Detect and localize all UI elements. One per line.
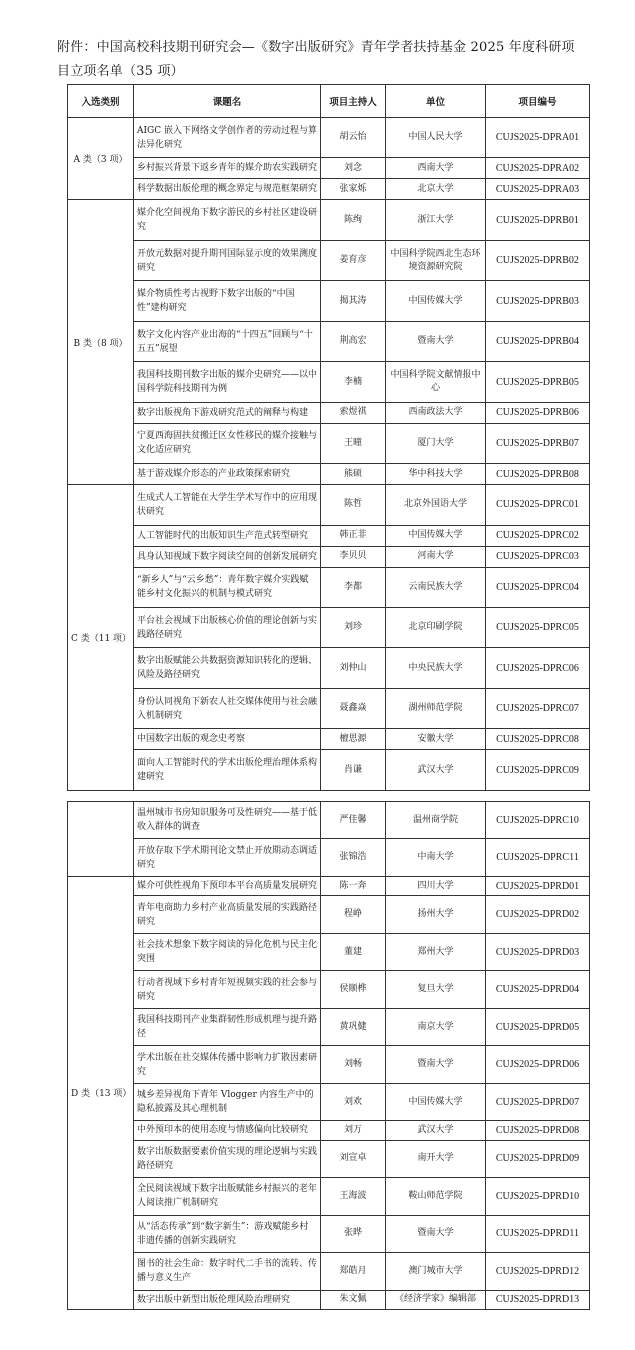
topic-cell: 媒介化空间视角下数字游民的乡村社区建设研究 — [134, 200, 321, 240]
leader-cell: 郑皓月 — [321, 1253, 386, 1290]
code-cell: CUJS2025-DPRD11 — [486, 1215, 590, 1252]
unit-cell: 华中科技大学 — [386, 464, 486, 485]
topic-cell: 学术出版在社交媒体传播中影响力扩散因素研究 — [134, 1046, 321, 1083]
category-c-continued — [68, 802, 134, 877]
topic-cell: 宁夏西海固扶贫搬迁区女性移民的媒介接触与文化适应研究 — [134, 423, 321, 463]
unit-cell: 鞍山师范学院 — [386, 1178, 486, 1215]
leader-cell: 黄巩健 — [321, 1008, 386, 1045]
table-row — [68, 729, 590, 750]
topic-cell: 数字出版中新型出版伦理风险治理研究 — [134, 1290, 321, 1309]
leader-cell: 刘欢 — [321, 1083, 386, 1120]
unit-cell: 安徽大学 — [386, 729, 486, 750]
category-b: B 类（8 项） — [68, 200, 134, 485]
code-cell: CUJS2025-DPRC03 — [486, 546, 590, 567]
table-row — [68, 1253, 590, 1290]
table-row — [68, 1046, 590, 1083]
unit-cell: 温州商学院 — [386, 802, 486, 839]
leader-cell: 熊硕 — [321, 464, 386, 485]
leader-cell: 刘宣卓 — [321, 1140, 386, 1177]
category-a: A 类（3 项） — [68, 118, 134, 200]
code-cell: CUJS2025-DPRB02 — [486, 240, 590, 280]
table-row — [68, 896, 590, 933]
topic-cell: 媒介物质性考古视野下数字出版的“中国性”建构研究 — [134, 281, 321, 321]
leader-cell: 李都 — [321, 567, 386, 607]
code-cell: CUJS2025-DPRB01 — [486, 200, 590, 240]
topic-cell: 中外预印本的使用态度与情感偏向比较研究 — [134, 1121, 321, 1140]
code-cell: CUJS2025-DPRD02 — [486, 896, 590, 933]
unit-cell: 厦门大学 — [386, 423, 486, 463]
topic-cell: 数字出版赋能公共数据资源知识转化的逻辑、风险及路径研究 — [134, 648, 321, 688]
code-cell: CUJS2025-DPRD08 — [486, 1121, 590, 1140]
topic-cell: 数字文化内容产业出海的“十四五”回顾与“十五五”展望 — [134, 321, 321, 361]
leader-cell: 董建 — [321, 933, 386, 970]
code-cell: CUJS2025-DPRC01 — [486, 485, 590, 525]
unit-cell: 南京大学 — [386, 1008, 486, 1045]
leader-cell: 刘畅 — [321, 1046, 386, 1083]
code-cell: CUJS2025-DPRC09 — [486, 750, 590, 791]
unit-cell: 武汉大学 — [386, 750, 486, 791]
leader-cell: 陈绚 — [321, 200, 386, 240]
code-cell: CUJS2025-DPRD13 — [486, 1290, 590, 1309]
table-row — [68, 1008, 590, 1045]
topic-cell: 媒介可供性视角下预印本平台高质量发展研究 — [134, 876, 321, 895]
topic-cell: 开放存取下学术期刊论文禁止开放期动态调适研究 — [134, 839, 321, 876]
topic-cell: 数字出版视角下游戏研究范式的阐释与构建 — [134, 402, 321, 423]
topic-cell: 平台社会视域下出版核心价值的理论创新与实践路径研究 — [134, 607, 321, 647]
table-row — [68, 1121, 590, 1140]
table-row — [68, 971, 590, 1008]
code-cell: CUJS2025-DPRC10 — [486, 802, 590, 839]
unit-cell: 中国传媒大学 — [386, 1083, 486, 1120]
leader-cell: 严佳馨 — [321, 802, 386, 839]
table-row — [68, 1215, 590, 1252]
leader-cell: 张家烁 — [321, 179, 386, 200]
table-row — [68, 362, 590, 402]
table-row — [68, 567, 590, 607]
header-unit: 单位 — [386, 85, 486, 118]
table-row — [68, 158, 590, 179]
leader-cell: 韩正非 — [321, 525, 386, 546]
code-cell: CUJS2025-DPRD06 — [486, 1046, 590, 1083]
topic-cell: 从“活态传承”到“数字新生”：游戏赋能乡村非遗传播的创新实践研究 — [134, 1215, 321, 1252]
leader-cell: 张晔 — [321, 1215, 386, 1252]
topic-cell: 数字出版数据要素价值实现的理论逻辑与实践路径研究 — [134, 1140, 321, 1177]
unit-cell: 暨南大学 — [386, 1215, 486, 1252]
leader-cell: 陈一奔 — [321, 876, 386, 895]
topic-cell: 开放元数据对提升期刊国际显示度的效果测度研究 — [134, 240, 321, 280]
unit-cell: 暨南大学 — [386, 321, 486, 361]
unit-cell: 北京印刷学院 — [386, 607, 486, 647]
unit-cell: 云南民族大学 — [386, 567, 486, 607]
header-topic: 课题名 — [134, 85, 321, 118]
unit-cell: 湖州师范学院 — [386, 688, 486, 728]
table-row — [68, 876, 590, 895]
table-row — [68, 688, 590, 728]
table-row — [68, 648, 590, 688]
topic-cell: 行动者视域下乡村青年短视频实践的社会参与研究 — [134, 971, 321, 1008]
leader-cell: 胡云怡 — [321, 118, 386, 158]
unit-cell: 中国传媒大学 — [386, 281, 486, 321]
table-row — [68, 1140, 590, 1177]
code-cell: CUJS2025-DPRA03 — [486, 179, 590, 200]
code-cell: CUJS2025-DPRA02 — [486, 158, 590, 179]
code-cell: CUJS2025-DPRB06 — [486, 402, 590, 423]
table-row — [68, 464, 590, 485]
code-cell: CUJS2025-DPRD05 — [486, 1008, 590, 1045]
topic-cell: AIGC 嵌入下网络文学创作者的劳动过程与算法异化研究 — [134, 118, 321, 158]
leader-cell: 李楠 — [321, 362, 386, 402]
code-cell: CUJS2025-DPRD01 — [486, 876, 590, 895]
topic-cell: 生成式人工智能在大学生学术写作中的应用现状研究 — [134, 485, 321, 525]
leader-cell: 姜育彦 — [321, 240, 386, 280]
code-cell: CUJS2025-DPRD09 — [486, 1140, 590, 1177]
table-header-row — [68, 85, 590, 118]
leader-cell: 李贝贝 — [321, 546, 386, 567]
code-cell: CUJS2025-DPRD04 — [486, 971, 590, 1008]
topic-cell: 社会技术想象下数字阅读的异化危机与民主化突围 — [134, 933, 321, 970]
project-table-page-1 — [67, 84, 590, 791]
header-code: 项目编号 — [486, 85, 590, 118]
table-row — [68, 240, 590, 280]
category-c: C 类（11 项） — [68, 485, 134, 791]
code-cell: CUJS2025-DPRB08 — [486, 464, 590, 485]
leader-cell: 荆高宏 — [321, 321, 386, 361]
topic-cell: 我国科技期刊数字出版的媒介史研究——以中国科学院科技期刊为例 — [134, 362, 321, 402]
unit-cell: 西南大学 — [386, 158, 486, 179]
topic-cell: 青年电商助力乡村产业高质量发展的实践路径研究 — [134, 896, 321, 933]
topic-cell: 温州城市书房知识服务可及性研究——基于低收入群体的调查 — [134, 802, 321, 839]
table-row — [68, 1178, 590, 1215]
page-title: 附件：中国高校科技期刊研究会—《数字出版研究》青年学者扶持基金 2025 年度科研项目立项名单（35 项） — [57, 40, 575, 79]
unit-cell: 中国科学院西北生态环境资源研究院 — [386, 240, 486, 280]
leader-cell: 刘仲山 — [321, 648, 386, 688]
leader-cell: 张锦浩 — [321, 839, 386, 876]
code-cell: CUJS2025-DPRB05 — [486, 362, 590, 402]
unit-cell: 郑州大学 — [386, 933, 486, 970]
project-table-page-2 — [67, 801, 590, 1310]
table-row — [68, 802, 590, 839]
unit-cell: 南开大学 — [386, 1140, 486, 1177]
code-cell: CUJS2025-DPRC08 — [486, 729, 590, 750]
code-cell: CUJS2025-DPRC06 — [486, 648, 590, 688]
code-cell: CUJS2025-DPRD07 — [486, 1083, 590, 1120]
code-cell: CUJS2025-DPRC05 — [486, 607, 590, 647]
code-cell: CUJS2025-DPRB07 — [486, 423, 590, 463]
code-cell: CUJS2025-DPRA01 — [486, 118, 590, 158]
unit-cell: 西南政法大学 — [386, 402, 486, 423]
table-row — [68, 402, 590, 423]
leader-cell: 肖谦 — [321, 750, 386, 791]
topic-cell: 城乡差异视角下青年 Vlogger 内容生产中的隐私披露及其心理机制 — [134, 1083, 321, 1120]
table-row — [68, 118, 590, 158]
unit-cell: 北京大学 — [386, 179, 486, 200]
unit-cell: 浙江大学 — [386, 200, 486, 240]
topic-cell: 中国数字出版的观念史考察 — [134, 729, 321, 750]
code-cell: CUJS2025-DPRC04 — [486, 567, 590, 607]
topic-cell: 基于游戏媒介形态的产业政策探索研究 — [134, 464, 321, 485]
unit-cell: 武汉大学 — [386, 1121, 486, 1140]
leader-cell: 王曈 — [321, 423, 386, 463]
table-row — [68, 1083, 590, 1120]
table-row — [68, 546, 590, 567]
table-row — [68, 750, 590, 791]
leader-cell: 朱文佩 — [321, 1290, 386, 1309]
unit-cell: 复旦大学 — [386, 971, 486, 1008]
leader-cell: 刘珍 — [321, 607, 386, 647]
topic-cell: 全民阅读视域下数字出版赋能乡村振兴的老年人阅读推广机制研究 — [134, 1178, 321, 1215]
topic-cell: 我国科技期刊产业集群韧性形成机理与提升路径 — [134, 1008, 321, 1045]
leader-cell: 索煜祺 — [321, 402, 386, 423]
unit-cell: 中国科学院文献情报中心 — [386, 362, 486, 402]
table-row — [68, 607, 590, 647]
table-row — [68, 321, 590, 361]
code-cell: CUJS2025-DPRD10 — [486, 1178, 590, 1215]
unit-cell: 北京外国语大学 — [386, 485, 486, 525]
topic-cell: “新乡人”与“云乡愁”：青年数字媒介实践赋能乡村文化振兴的机制与模式研究 — [134, 567, 321, 607]
table-row — [68, 839, 590, 876]
code-cell: CUJS2025-DPRD12 — [486, 1253, 590, 1290]
code-cell: CUJS2025-DPRC11 — [486, 839, 590, 876]
unit-cell: 河南大学 — [386, 546, 486, 567]
table-row — [68, 1290, 590, 1309]
leader-cell: 聂鑫焱 — [321, 688, 386, 728]
leader-cell: 侯顺桦 — [321, 971, 386, 1008]
leader-cell: 揭其涛 — [321, 281, 386, 321]
topic-cell: 人工智能时代的出版知识生产范式转型研究 — [134, 525, 321, 546]
leader-cell: 陈哲 — [321, 485, 386, 525]
unit-cell: 暨南大学 — [386, 1046, 486, 1083]
table-row — [68, 423, 590, 463]
table-row — [68, 525, 590, 546]
code-cell: CUJS2025-DPRB04 — [486, 321, 590, 361]
unit-cell: 中国人民大学 — [386, 118, 486, 158]
topic-cell: 具身认知视域下数字阅读空间的创新发展研究 — [134, 546, 321, 567]
table-row — [68, 281, 590, 321]
leader-cell: 刘万 — [321, 1121, 386, 1140]
leader-cell: 程峥 — [321, 896, 386, 933]
leader-cell: 檀思源 — [321, 729, 386, 750]
topic-cell: 身份认同视角下新农人社交媒体使用与社会融入机制研究 — [134, 688, 321, 728]
header-leader: 项目主持人 — [321, 85, 386, 118]
topic-cell: 面向人工智能时代的学术出版伦理治理体系构建研究 — [134, 750, 321, 791]
category-d: D 类（13 项） — [68, 876, 134, 1309]
code-cell: CUJS2025-DPRB03 — [486, 281, 590, 321]
code-cell: CUJS2025-DPRD03 — [486, 933, 590, 970]
table-row — [68, 485, 590, 525]
unit-cell: 中央民族大学 — [386, 648, 486, 688]
unit-cell: 四川大学 — [386, 876, 486, 895]
table-row — [68, 200, 590, 240]
leader-cell: 刘念 — [321, 158, 386, 179]
unit-cell: 中国传媒大学 — [386, 525, 486, 546]
table-row — [68, 933, 590, 970]
topic-cell: 图书的社会生命：数字时代二手书的流转、传播与意义生产 — [134, 1253, 321, 1290]
unit-cell: 《经济学家》编辑部 — [386, 1290, 486, 1309]
code-cell: CUJS2025-DPRC02 — [486, 525, 590, 546]
header-category: 入选类别 — [68, 85, 134, 118]
unit-cell: 扬州大学 — [386, 896, 486, 933]
table-row — [68, 179, 590, 200]
topic-cell: 科学数据出版伦理的概念界定与规范框架研究 — [134, 179, 321, 200]
leader-cell: 王海波 — [321, 1178, 386, 1215]
topic-cell: 乡村振兴背景下返乡青年的媒介助农实践研究 — [134, 158, 321, 179]
unit-cell: 中南大学 — [386, 839, 486, 876]
code-cell: CUJS2025-DPRC07 — [486, 688, 590, 728]
unit-cell: 澳门城市大学 — [386, 1253, 486, 1290]
